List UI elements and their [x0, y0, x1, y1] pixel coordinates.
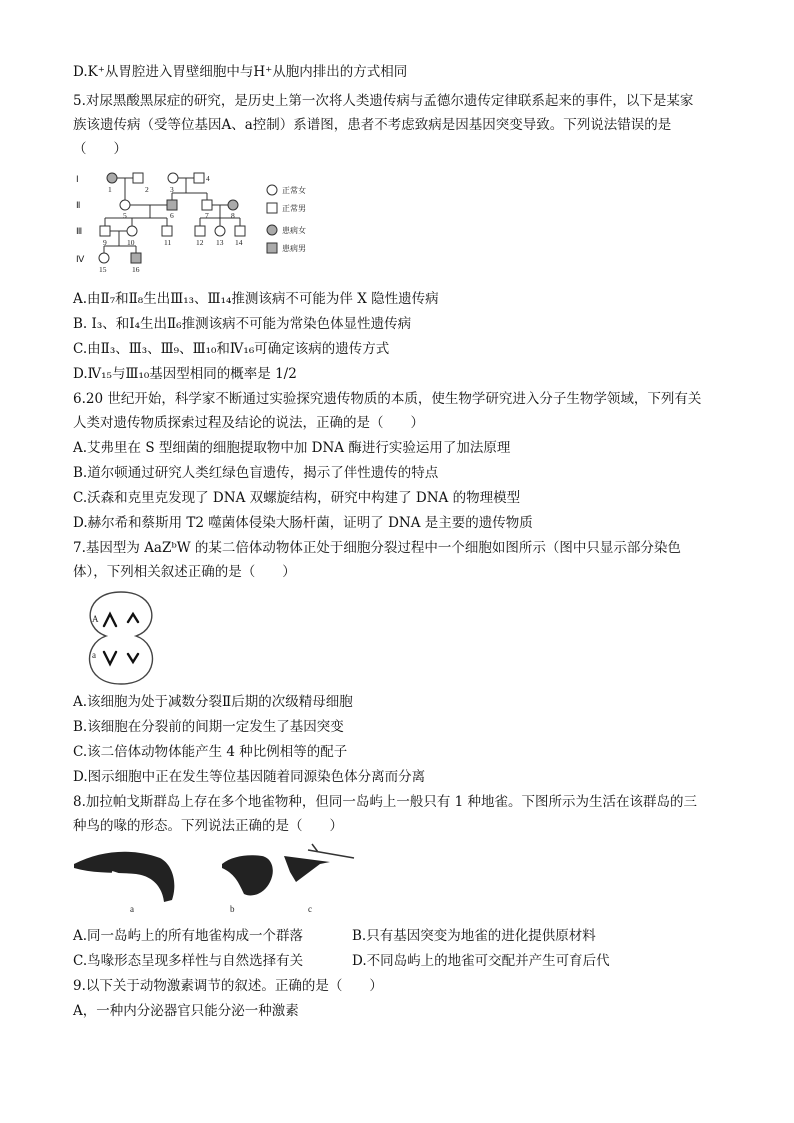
individual-3 — [168, 173, 178, 183]
individual-number: 16 — [132, 265, 140, 274]
legend-normal-female-icon — [267, 185, 277, 195]
individual-number: 5 — [123, 211, 127, 220]
q5-option-b: B. Ⅰ₃、和Ⅰ₄生出Ⅱ₆推测该病不可能为常染色体显性遗传病 — [73, 316, 412, 332]
q5-stem-1: 5.对尿黑酸黑尿症的研究，是历史上第一次将人类遗传病与孟德尔遗传定律联系起来的事件，以下是某家 — [73, 93, 694, 109]
individual-10 — [127, 226, 137, 236]
q6-option-d: D.赫尔希和蔡斯用 T2 噬菌体侵染大肠杆菌，证明了 DNA 是主要的遗传物质 — [73, 515, 533, 531]
q7-option-b: B.该细胞在分裂前的间期一定发生了基因突变 — [73, 719, 344, 735]
q8-option-a: A.同一岛屿上的所有地雀构成一个群落 — [73, 928, 304, 944]
dividing-cell-figure — [76, 588, 166, 688]
individual-number: 8 — [231, 211, 235, 220]
individual-number: 14 — [235, 238, 243, 247]
legend-affected-male-icon — [267, 243, 277, 253]
legend-affected-female-icon — [267, 225, 277, 235]
individual-8 — [228, 200, 238, 210]
gen-label: Ⅳ — [76, 254, 85, 264]
q6-option-a: A.艾弗里在 S 型细菌的细胞提取物中加 DNA 酶进行实验运用了加法原理 — [73, 440, 511, 456]
legend-label: 正常男 — [282, 204, 306, 213]
q7-option-a: A.该细胞为处于减数分裂Ⅱ后期的次级精母细胞 — [73, 694, 353, 710]
q6-option-c: C.沃森和克里克发现了 DNA 双螺旋结构，研究中构建了 DNA 的物理模型 — [73, 490, 521, 506]
legend-normal-male-icon — [267, 203, 277, 213]
individual-5 — [120, 200, 130, 210]
beak-label: a — [130, 904, 134, 914]
q5-option-a: A.由Ⅱ₇和Ⅱ₈生出Ⅲ₁₃、Ⅲ₁₄推测该病不可能为伴 X 隐性遗传病 — [73, 291, 439, 307]
q5-stem-3: （ ） — [73, 141, 127, 157]
individual-number: 11 — [164, 238, 172, 247]
q9-option-a: A，一种内分泌器官只能分泌一种激素 — [73, 1003, 299, 1019]
individual-7 — [202, 200, 212, 210]
q7-option-d: D.图示细胞中正在发生等位基因随着同源染色体分离而分离 — [73, 769, 426, 785]
individual-number: 7 — [205, 211, 209, 220]
individual-9 — [100, 226, 110, 236]
q8-stem-2: 种鸟的喙的形态。下列说法正确的是（ ） — [73, 818, 343, 834]
q6-stem-2: 人类对遗传物质探索过程及结论的说法，正确的是（ ） — [73, 415, 424, 431]
q5-option-c: C.由Ⅱ₃、Ⅲ₃、Ⅲ₉、Ⅲ₁₀和Ⅳ₁₆可确定该病的遗传方式 — [73, 341, 390, 357]
individual-number: 4 — [206, 174, 210, 183]
individual-13 — [215, 226, 225, 236]
legend-label: 患病男 — [282, 244, 306, 253]
gen-label: Ⅲ — [76, 226, 83, 236]
individual-1 — [107, 173, 117, 183]
q8-option-b: B.只有基因突变为地雀的进化提供原材料 — [352, 928, 596, 944]
beak-label: c — [308, 904, 312, 914]
q5-stem-2: 族该遗传病（受等位基因A、a控制）系谱图，患者不考虑致病是因基因突变导致。下列说法错误的是 — [73, 117, 672, 133]
individual-number: 9 — [103, 238, 107, 247]
individual-number: 10 — [127, 238, 135, 247]
individual-12 — [195, 226, 205, 236]
q6-stem-1: 6.20 世纪开始，科学家不断通过实验探究遗传物质的本质，使生物学研究进入分子生物学领域，下列有关 — [73, 391, 702, 407]
individual-number: 1 — [108, 185, 112, 194]
gen-label: Ⅰ — [76, 174, 79, 184]
q5-option-d: D.Ⅳ₁₅与Ⅲ₁₀基因型相同的概率是 1/2 — [73, 366, 297, 382]
q9-stem-1: 9.以下关于动物激素调节的叙述。正确的是（ ） — [73, 978, 383, 994]
individual-number: 13 — [216, 238, 224, 247]
individual-2 — [133, 173, 143, 183]
gene-label-a: a — [92, 650, 96, 660]
cell-membrane — [90, 592, 153, 684]
individual-number: 6 — [170, 211, 174, 220]
individual-4 — [194, 173, 204, 183]
individual-11 — [162, 226, 172, 236]
q8-option-c: C.鸟喙形态呈现多样性与自然选择有关 — [73, 953, 304, 969]
beak-label: b — [230, 904, 235, 914]
beak-b — [222, 855, 273, 895]
legend-label: 患病女 — [282, 226, 306, 235]
individual-number: 2 — [145, 185, 149, 194]
individual-number: 3 — [170, 185, 174, 194]
individual-number: 12 — [196, 238, 204, 247]
q8-option-d: D.不同岛屿上的地雀可交配并产生可育后代 — [352, 953, 610, 969]
q4-option-d: D.K⁺从胃腔进入胃壁细胞中与H⁺从胞内排出的方式相同 — [73, 64, 408, 80]
gene-label-A: A — [92, 614, 99, 624]
legend-label: 正常女 — [282, 186, 306, 195]
beak-c — [284, 856, 330, 882]
q6-option-b: B.道尔顿通过研究人类红绿色盲遗传，揭示了伴性遗传的特点 — [73, 465, 439, 481]
individual-14 — [235, 226, 245, 236]
pedigree-chart — [72, 168, 322, 280]
individual-16 — [131, 253, 141, 263]
q7-stem-1: 7.基因型为 AaZᵇW 的某二倍体动物体正处于细胞分裂过程中一个细胞如图所示（图中只显示部分染色 — [73, 540, 681, 556]
q7-option-c: C.该二倍体动物体能产生 4 种比例相等的配子 — [73, 744, 348, 760]
individual-15 — [99, 253, 109, 263]
gen-label: Ⅱ — [76, 200, 81, 210]
individual-6 — [167, 200, 177, 210]
bird-beaks-figure — [72, 842, 362, 914]
individual-number: 15 — [99, 265, 107, 274]
q8-stem-1: 8.加拉帕戈斯群岛上存在多个地雀物种，但同一岛屿上一般只有 1 种地雀。下图所示为生活在该群岛的三 — [73, 794, 698, 810]
q7-stem-2: 体），下列相关叙述正确的是（ ） — [73, 564, 296, 580]
